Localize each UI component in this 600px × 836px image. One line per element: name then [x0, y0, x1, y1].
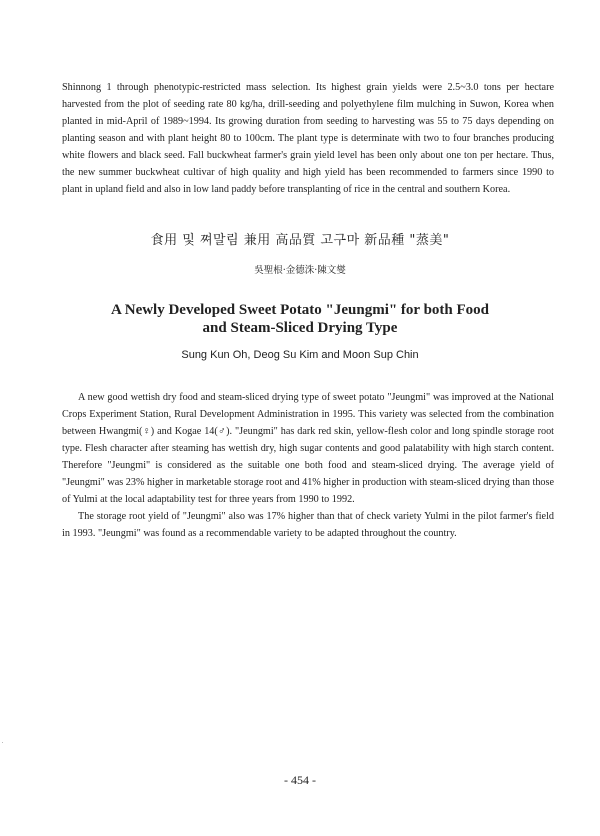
abstract-paragraph-1: A new good wettish dry food and steam-sliced drying type of sweet potato "Jeungmi" was improved at the National Crops Experiment Station, Rural Development Administration in 1995. This variety was selected from the combination between Hwangmi(♀) and Kogae 14(♂). "Jeungmi" has dark red skin, yellow-flesh color and long spindle storage root type. Flesh character after steaming has wettish dry, high sugar contents and good palatability with high starch content. Therefore "Jeungmi" is considered as the suitable one both food and steam-sliced drying. The average yield of "Jeungmi" was 23% higher in marketable storage root and 41% higher in production with steam-sliced drying than those of Yulmi at the local adaptability test for three years from 1990 to 1992. [62, 392, 554, 505]
korean-title: 食用 및 쪄말림 兼用 高品質 고구마 新品種 "蒸美" [150, 233, 450, 248]
english-title-line1: A Newly Developed Sweet Potato "Jeungmi" for both Food [110, 302, 490, 318]
intro-paragraph: Shinnong 1 through phenotypic-restricted mass selection. Its highest grain yields were 2.5~3.0 tons per hectare harvested from the plot of seeding rate 80 kg/ha, drill-seeding and polyethylene film mulching in Suwon, Korea when planted in mid-April of 1989~1994. Its growing duration from seeding to harvesting was 55 to 75 days depending on planting season and with plant height 80 to 100cm. The plant type is determinate with two to four branches producing white flowers and black seed. Fall buckwheat farmer's grain yield level has been only about one ton per hectare. Thus, the new summer buckwheat cultivar of high quality and high yield has been recommended to farmers since 1990 to plant in upland field and also in low land paddy before transplanting of rice in the central and southern Korea. [62, 82, 554, 195]
korean-authors: 吳聖根·金德洙·陳文燮 [254, 265, 346, 276]
page-number: - 454 - [284, 773, 316, 787]
abstract-paragraph-2: The storage root yield of "Jeungmi" also was 17% higher than that of check variety Yulmi in the pilot farmer's field in 1993. "Jeungmi" was found as a recommendable variety to be adapted throughout the country. [62, 511, 554, 539]
english-title-line2: and Steam-Sliced Drying Type [202, 320, 398, 336]
english-title [0, 301, 600, 337]
scan-edge-mark [2, 742, 3, 743]
english-authors: Sung Kun Oh, Deog Su Kim and Moon Sup Chin [181, 349, 419, 361]
